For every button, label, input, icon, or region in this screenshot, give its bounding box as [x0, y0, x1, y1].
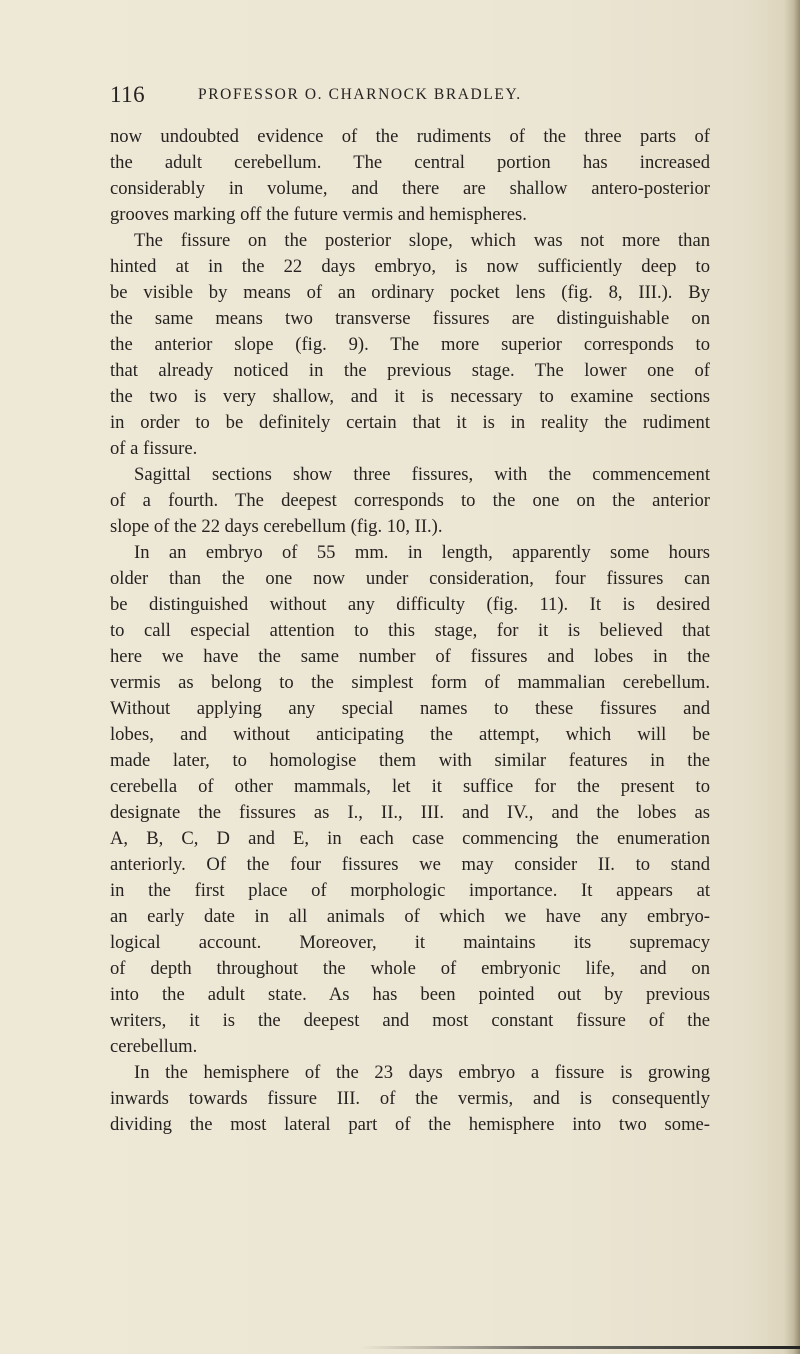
- text-line: vermis as belong to the simplest form of mammalian cerebellum.: [110, 672, 710, 693]
- text-line: be visible by means of an ordinary pocket lens (fig. 8, III.). By: [110, 282, 710, 303]
- text-line: in order to be definitely certain that it is in reality the rudiment: [110, 412, 710, 433]
- text-line: of depth throughout the whole of embryonic life, and on: [110, 958, 710, 979]
- page-edge-shadow: [784, 0, 800, 1354]
- text-line: Sagittal sections show three fissures, with the commencement: [134, 464, 710, 485]
- text-line: logical account. Moreover, it maintains its supremacy: [110, 932, 710, 953]
- text-line: The fissure on the posterior slope, which was not more than: [134, 230, 710, 251]
- page-header: [110, 82, 710, 112]
- running-head: PROFESSOR O. CHARNOCK BRADLEY.: [198, 86, 522, 103]
- text-line: that already noticed in the previous stage. The lower one of: [110, 360, 710, 381]
- text-line: of a fourth. The deepest corresponds to the one on the anterior: [110, 490, 710, 511]
- text-line: Without applying any special names to these fissures and: [110, 698, 710, 719]
- text-line: now undoubted evidence of the rudiments of the three parts of: [110, 126, 710, 147]
- text-line: older than the one now under consideration, four fissures can: [110, 568, 710, 589]
- text-line: considerably in volume, and there are shallow antero-posterior: [110, 178, 710, 199]
- text-line: hinted at in the 22 days embryo, is now sufficiently deep to: [110, 256, 710, 277]
- text-line: lobes, and without anticipating the attempt, which will be: [110, 724, 710, 745]
- text-line: in the first place of morphologic importance. It appears at: [110, 880, 710, 901]
- text-line: an early date in all animals of which we have any embryo-: [110, 906, 710, 927]
- text-line: into the adult state. As has been pointed out by previous: [110, 984, 710, 1005]
- text-line: be distinguished without any difficulty (fig. 11). It is desired: [110, 594, 710, 615]
- text-line: of a fissure.: [110, 438, 198, 459]
- text-line: designate the fissures as I., II., III. and IV., and the lobes as: [110, 802, 710, 823]
- text-line: here we have the same number of fissures and lobes in the: [110, 646, 710, 667]
- text-line: In an embryo of 55 mm. in length, apparently some hours: [134, 542, 710, 563]
- text-line: the same means two transverse fissures are distinguishable on: [110, 308, 710, 329]
- text-line: dividing the most lateral part of the hemisphere into two some-: [110, 1114, 710, 1135]
- text-line: In the hemisphere of the 23 days embryo a fissure is growing: [134, 1062, 710, 1083]
- text-line: inwards towards fissure III. of the vermis, and is consequently: [110, 1088, 710, 1109]
- text-line: A, B, C, D and E, in each case commencing the enumeration: [110, 828, 710, 849]
- text-line: cerebellum.: [110, 1036, 198, 1057]
- text-line: made later, to homologise them with similar features in the: [110, 750, 710, 771]
- text-line: grooves marking off the future vermis and hemispheres.: [110, 204, 527, 225]
- bottom-edge-line: [360, 1346, 800, 1349]
- text-line: to call especial attention to this stage, for it is believed that: [110, 620, 710, 641]
- body-text: [110, 124, 710, 1138]
- text-line: the adult cerebellum. The central portion has increased: [110, 152, 710, 173]
- text-line: the anterior slope (fig. 9). The more superior corresponds to: [110, 334, 710, 355]
- text-line: writers, it is the deepest and most constant fissure of the: [110, 1010, 710, 1031]
- text-line: cerebella of other mammals, let it suffice for the present to: [110, 776, 710, 797]
- page-number: 116: [110, 82, 146, 107]
- text-line: slope of the 22 days cerebellum (fig. 10, II.).: [110, 516, 443, 537]
- text-line: the two is very shallow, and it is necessary to examine sections: [110, 386, 710, 407]
- text-line: anteriorly. Of the four fissures we may consider II. to stand: [110, 854, 710, 875]
